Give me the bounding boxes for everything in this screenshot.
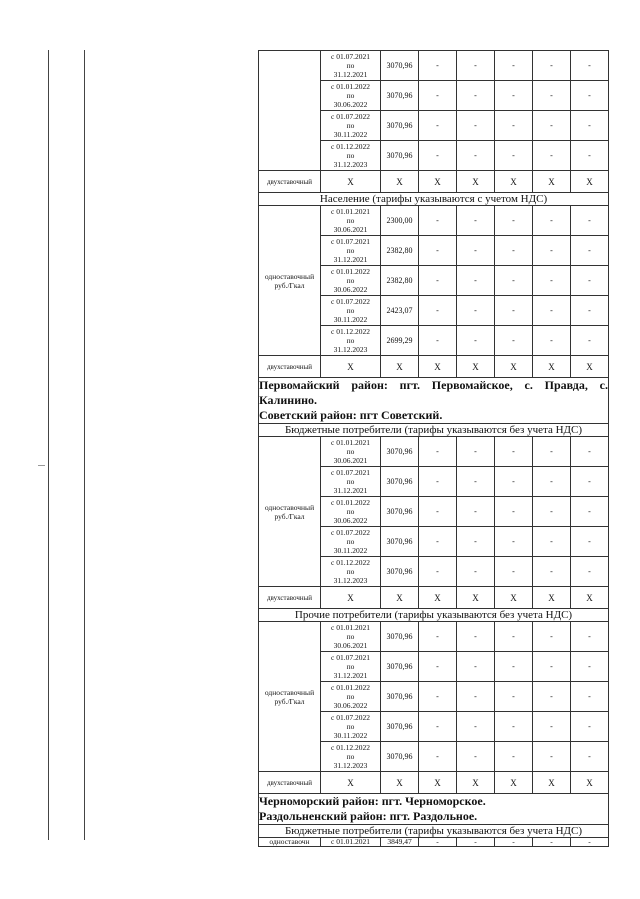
consumer-group-label: Население (тарифы указываются с учетом НДС) (259, 193, 609, 206)
not-applicable-cell: Х (321, 772, 381, 794)
empty-rate-cell: - (533, 51, 571, 81)
tariff-period-row (259, 206, 609, 236)
tariff-value-cell: 3070,96 (381, 141, 419, 171)
period-to-label: по (346, 477, 355, 486)
empty-rate-cell: - (533, 81, 571, 111)
period-cell (321, 437, 381, 467)
empty-rate-cell: - (533, 467, 571, 497)
empty-rate-cell: - (495, 236, 533, 266)
district-heading-line: Советский район: пгт Советский. (259, 408, 443, 422)
period-from: с 01.12.2022 (331, 142, 370, 151)
period-to: 31.12.2023 (333, 576, 368, 585)
empty-rate-cell: - (571, 326, 609, 356)
empty-rate-cell: - (571, 652, 609, 682)
two-rate-label: двухставочный (259, 772, 321, 794)
period-to: 30.11.2022 (333, 315, 368, 324)
empty-rate-cell: - (571, 296, 609, 326)
period-to: 30.11.2022 (333, 130, 368, 139)
empty-rate-cell: - (457, 652, 495, 682)
period-to: 31.12.2023 (333, 761, 368, 770)
empty-rate-cell: - (571, 557, 609, 587)
tariff-value-cell: 3070,96 (381, 111, 419, 141)
period-from: с 01.01.2022 (331, 683, 370, 692)
empty-rate-cell: - (571, 51, 609, 81)
empty-rate-cell: - (419, 437, 457, 467)
tariff-value-cell: 3070,96 (381, 557, 419, 587)
empty-rate-cell: - (457, 141, 495, 171)
empty-rate-cell: - (495, 111, 533, 141)
empty-rate-cell: - (419, 652, 457, 682)
not-applicable-cell: Х (533, 772, 571, 794)
empty-rate-cell: - (419, 467, 457, 497)
period-from: с 01.12.2022 (331, 743, 370, 752)
empty-rate-cell: - (419, 527, 457, 557)
not-applicable-cell: Х (419, 356, 457, 378)
tariff-value-cell: 2382,80 (381, 266, 419, 296)
empty-rate-cell: - (571, 622, 609, 652)
period-cell (321, 141, 381, 171)
period-to: 30.06.2021 (333, 641, 368, 650)
period-to-label: по (346, 91, 355, 100)
empty-rate-cell: - (457, 236, 495, 266)
period-to-label: по (346, 692, 355, 701)
empty-rate-cell: - (457, 712, 495, 742)
period-from: с 01.07.2022 (331, 297, 370, 306)
not-applicable-cell: Х (533, 587, 571, 609)
empty-rate-cell: - (419, 141, 457, 171)
period-to-label: по (346, 246, 355, 255)
district-heading-row (259, 794, 609, 825)
empty-rate-cell: - (533, 111, 571, 141)
empty-rate-cell: - (419, 622, 457, 652)
tariff-value-cell: 2699,29 (381, 326, 419, 356)
empty-rate-cell: - (571, 527, 609, 557)
not-applicable-cell: Х (495, 772, 533, 794)
empty-rate-cell: - (419, 838, 457, 847)
empty-rate-cell: - (419, 111, 457, 141)
empty-rate-cell: - (571, 712, 609, 742)
empty-rate-cell: - (533, 236, 571, 266)
period-cell (321, 266, 381, 296)
empty-rate-cell: - (571, 742, 609, 772)
district-heading-line: Черноморский район: пгт. Черноморское. (259, 794, 486, 808)
period-cell (321, 111, 381, 141)
empty-rate-cell: - (571, 236, 609, 266)
tariff-period-row (259, 622, 609, 652)
period-to-label: по (346, 507, 355, 516)
tariff-value-cell: 3070,96 (381, 742, 419, 772)
tariff-value-cell: 2423,07 (381, 296, 419, 326)
period-to: 30.06.2022 (333, 100, 368, 109)
period-from: с 01.01.2021 (331, 207, 370, 216)
tariff-value-cell: 3070,96 (381, 81, 419, 111)
not-applicable-cell: Х (419, 587, 457, 609)
empty-rate-cell: - (533, 527, 571, 557)
empty-rate-cell: - (533, 141, 571, 171)
empty-rate-cell: - (419, 712, 457, 742)
not-applicable-cell: Х (457, 587, 495, 609)
period-to: 30.06.2022 (333, 285, 368, 294)
not-applicable-cell: Х (571, 587, 609, 609)
empty-rate-cell: - (533, 652, 571, 682)
tariff-value-cell: 3070,96 (381, 712, 419, 742)
period-from: с 01.07.2021 (331, 52, 370, 61)
period-cell (321, 742, 381, 772)
not-applicable-cell: Х (419, 772, 457, 794)
period-from: с 01.07.2022 (331, 713, 370, 722)
period-to-label: по (346, 662, 355, 671)
period-from: с 01.01.2022 (331, 82, 370, 91)
tariff-value-cell: 3070,96 (381, 652, 419, 682)
period-to: 31.12.2023 (333, 345, 368, 354)
empty-rate-cell: - (419, 236, 457, 266)
not-applicable-cell: Х (419, 171, 457, 193)
empty-rate-cell: - (495, 652, 533, 682)
empty-rate-cell: - (419, 296, 457, 326)
period-cell (321, 712, 381, 742)
consumer-group-label: Бюджетные потребители (тарифы указываются без учета НДС) (259, 825, 609, 838)
not-applicable-cell: Х (321, 171, 381, 193)
period-cell (321, 326, 381, 356)
empty-rate-cell: - (419, 557, 457, 587)
district-heading (259, 794, 609, 825)
tariff-value-cell: 2382,80 (381, 236, 419, 266)
tariff-value-cell: 3070,96 (381, 527, 419, 557)
empty-rate-cell: - (457, 527, 495, 557)
empty-rate-cell: - (419, 81, 457, 111)
empty-rate-cell: - (495, 557, 533, 587)
empty-rate-cell: - (495, 326, 533, 356)
consumer-group-row (259, 609, 609, 622)
period-to: 31.12.2021 (333, 671, 368, 680)
empty-rate-cell: - (457, 296, 495, 326)
not-applicable-cell: Х (457, 772, 495, 794)
empty-rate-cell: - (457, 51, 495, 81)
empty-rate-cell: - (495, 51, 533, 81)
empty-rate-cell: - (533, 838, 571, 847)
period-from: с 01.07.2021 (331, 653, 370, 662)
empty-rate-cell: - (533, 326, 571, 356)
two-rate-label: двухставочный (259, 171, 321, 193)
period-from: с 01.01.2022 (331, 267, 370, 276)
period-to: 30.06.2021 (333, 456, 368, 465)
period-cell (321, 296, 381, 326)
tariff-table (258, 50, 609, 847)
tariff-value-cell: 3849,47 (381, 838, 419, 847)
not-applicable-cell: Х (457, 356, 495, 378)
period-cell (321, 81, 381, 111)
tariff-value-cell: 2300,00 (381, 206, 419, 236)
empty-rate-cell: - (457, 206, 495, 236)
rate-type-cell: одноставочный руб./Гкал (259, 437, 321, 587)
empty-rate-cell: - (571, 81, 609, 111)
period-to: 30.06.2022 (333, 701, 368, 710)
not-applicable-cell: Х (495, 587, 533, 609)
tariff-value-cell: 3070,96 (381, 682, 419, 712)
rate-type-cell-continued (259, 51, 321, 171)
empty-rate-cell: - (457, 266, 495, 296)
period-cell (321, 236, 381, 266)
period-to-label: по (346, 722, 355, 731)
district-heading-line: Первомайский район: пгт. Первомайское, с. Правда, с. (259, 378, 608, 392)
consumer-group-row (259, 424, 609, 437)
empty-rate-cell: - (419, 497, 457, 527)
empty-rate-cell: - (533, 622, 571, 652)
period-from: с 01.07.2021 (331, 468, 370, 477)
tariff-period-row (259, 437, 609, 467)
period-to: 30.06.2022 (333, 516, 368, 525)
not-applicable-cell: Х (381, 772, 419, 794)
empty-rate-cell: - (419, 206, 457, 236)
period-cell (321, 652, 381, 682)
not-applicable-cell: Х (381, 171, 419, 193)
empty-rate-cell: - (571, 206, 609, 236)
tariff-period-row-partial (259, 838, 609, 847)
period-from: с 01.07.2022 (331, 112, 370, 121)
empty-rate-cell: - (495, 497, 533, 527)
empty-rate-cell: - (495, 266, 533, 296)
period-cell (321, 51, 381, 81)
period-to: 31.12.2021 (333, 255, 368, 264)
empty-rate-cell: - (457, 682, 495, 712)
not-applicable-cell: Х (533, 356, 571, 378)
empty-rate-cell: - (571, 838, 609, 847)
not-applicable-cell: Х (495, 171, 533, 193)
empty-rate-cell: - (419, 266, 457, 296)
period-from: с 01.07.2021 (331, 237, 370, 246)
empty-rate-cell: - (457, 81, 495, 111)
empty-rate-cell: - (457, 326, 495, 356)
empty-rate-cell: - (419, 326, 457, 356)
empty-rate-cell: - (533, 437, 571, 467)
empty-rate-cell: - (457, 437, 495, 467)
period-to: 30.11.2022 (333, 546, 368, 555)
empty-rate-cell: - (571, 497, 609, 527)
period-to-label: по (346, 336, 355, 345)
period-cell-partial: с 01.01.2021 (321, 838, 381, 847)
tariff-value-cell: 3070,96 (381, 497, 419, 527)
empty-rate-cell: - (495, 622, 533, 652)
tariff-table-fragment (258, 50, 608, 847)
table-border-left (48, 50, 49, 840)
two-rate-row (259, 772, 609, 794)
period-to-label: по (346, 537, 355, 546)
period-to-label: по (346, 151, 355, 160)
not-applicable-cell: Х (495, 356, 533, 378)
period-cell (321, 527, 381, 557)
consumer-group-row (259, 825, 609, 838)
period-cell (321, 622, 381, 652)
scan-mark (38, 465, 45, 466)
period-cell (321, 467, 381, 497)
two-rate-label: двухставочный (259, 587, 321, 609)
period-to: 30.06.2021 (333, 225, 368, 234)
rate-type-cell: одноставочный руб./Гкал (259, 206, 321, 356)
empty-rate-cell: - (533, 557, 571, 587)
empty-rate-cell: - (495, 141, 533, 171)
empty-rate-cell: - (495, 467, 533, 497)
period-to: 31.12.2021 (333, 70, 368, 79)
period-cell (321, 497, 381, 527)
table-border-col-2 (84, 50, 85, 840)
empty-rate-cell: - (457, 497, 495, 527)
empty-rate-cell: - (457, 838, 495, 847)
period-cell (321, 682, 381, 712)
district-heading (259, 378, 609, 424)
empty-rate-cell: - (495, 296, 533, 326)
empty-rate-cell: - (457, 467, 495, 497)
rate-type-cell-partial: одноставочн (259, 838, 321, 847)
tariff-period-row (259, 51, 609, 81)
two-rate-row (259, 171, 609, 193)
tariff-value-cell: 3070,96 (381, 622, 419, 652)
period-to-label: по (346, 216, 355, 225)
rate-type-cell: одноставочный руб./Гкал (259, 622, 321, 772)
period-to: 30.11.2022 (333, 731, 368, 740)
empty-rate-cell: - (533, 742, 571, 772)
empty-rate-cell: - (419, 51, 457, 81)
not-applicable-cell: Х (457, 171, 495, 193)
tariff-table-body (259, 51, 609, 847)
period-to-label: по (346, 306, 355, 315)
not-applicable-cell: Х (533, 171, 571, 193)
empty-rate-cell: - (533, 497, 571, 527)
two-rate-row (259, 356, 609, 378)
empty-rate-cell: - (495, 682, 533, 712)
empty-rate-cell: - (495, 838, 533, 847)
period-to-label: по (346, 61, 355, 70)
not-applicable-cell: Х (381, 356, 419, 378)
empty-rate-cell: - (495, 527, 533, 557)
empty-rate-cell: - (533, 682, 571, 712)
empty-rate-cell: - (571, 266, 609, 296)
period-from: с 01.01.2021 (331, 623, 370, 632)
empty-rate-cell: - (457, 557, 495, 587)
empty-rate-cell: - (533, 266, 571, 296)
period-cell (321, 557, 381, 587)
not-applicable-cell: Х (321, 587, 381, 609)
empty-rate-cell: - (419, 682, 457, 712)
district-heading-row (259, 378, 609, 424)
empty-rate-cell: - (533, 712, 571, 742)
not-applicable-cell: Х (571, 171, 609, 193)
tariff-value-cell: 3070,96 (381, 437, 419, 467)
tariff-value-cell: 3070,96 (381, 51, 419, 81)
not-applicable-cell: Х (571, 772, 609, 794)
period-to-label: по (346, 276, 355, 285)
period-to-label: по (346, 121, 355, 130)
two-rate-row (259, 587, 609, 609)
empty-rate-cell: - (457, 622, 495, 652)
consumer-group-row (259, 193, 609, 206)
empty-rate-cell: - (495, 437, 533, 467)
empty-rate-cell: - (457, 742, 495, 772)
period-to-label: по (346, 567, 355, 576)
district-heading-line: Раздольненский район: пгт. Раздольное. (259, 809, 478, 823)
period-cell (321, 206, 381, 236)
period-from: с 01.12.2022 (331, 327, 370, 336)
empty-rate-cell: - (495, 712, 533, 742)
empty-rate-cell: - (495, 742, 533, 772)
not-applicable-cell: Х (571, 356, 609, 378)
period-to-label: по (346, 632, 355, 641)
period-to-label: по (346, 447, 355, 456)
tariff-value-cell: 3070,96 (381, 467, 419, 497)
period-to-label: по (346, 752, 355, 761)
empty-rate-cell: - (571, 467, 609, 497)
period-to: 31.12.2021 (333, 486, 368, 495)
two-rate-label: двухставочный (259, 356, 321, 378)
period-from: с 01.07.2022 (331, 528, 370, 537)
district-heading-line: Калинино. (259, 393, 318, 407)
empty-rate-cell: - (571, 437, 609, 467)
empty-rate-cell: - (571, 111, 609, 141)
consumer-group-label: Прочие потребители (тарифы указываются без учета НДС) (259, 609, 609, 622)
consumer-group-label: Бюджетные потребители (тарифы указываются без учета НДС) (259, 424, 609, 437)
empty-rate-cell: - (533, 206, 571, 236)
empty-rate-cell: - (495, 206, 533, 236)
not-applicable-cell: Х (321, 356, 381, 378)
period-to: 31.12.2023 (333, 160, 368, 169)
empty-rate-cell: - (495, 81, 533, 111)
period-from: с 01.01.2022 (331, 498, 370, 507)
period-from: с 01.12.2022 (331, 558, 370, 567)
empty-rate-cell: - (571, 141, 609, 171)
empty-rate-cell: - (533, 296, 571, 326)
empty-rate-cell: - (571, 682, 609, 712)
empty-rate-cell: - (457, 111, 495, 141)
not-applicable-cell: Х (381, 587, 419, 609)
empty-rate-cell: - (419, 742, 457, 772)
period-from: с 01.01.2021 (331, 438, 370, 447)
